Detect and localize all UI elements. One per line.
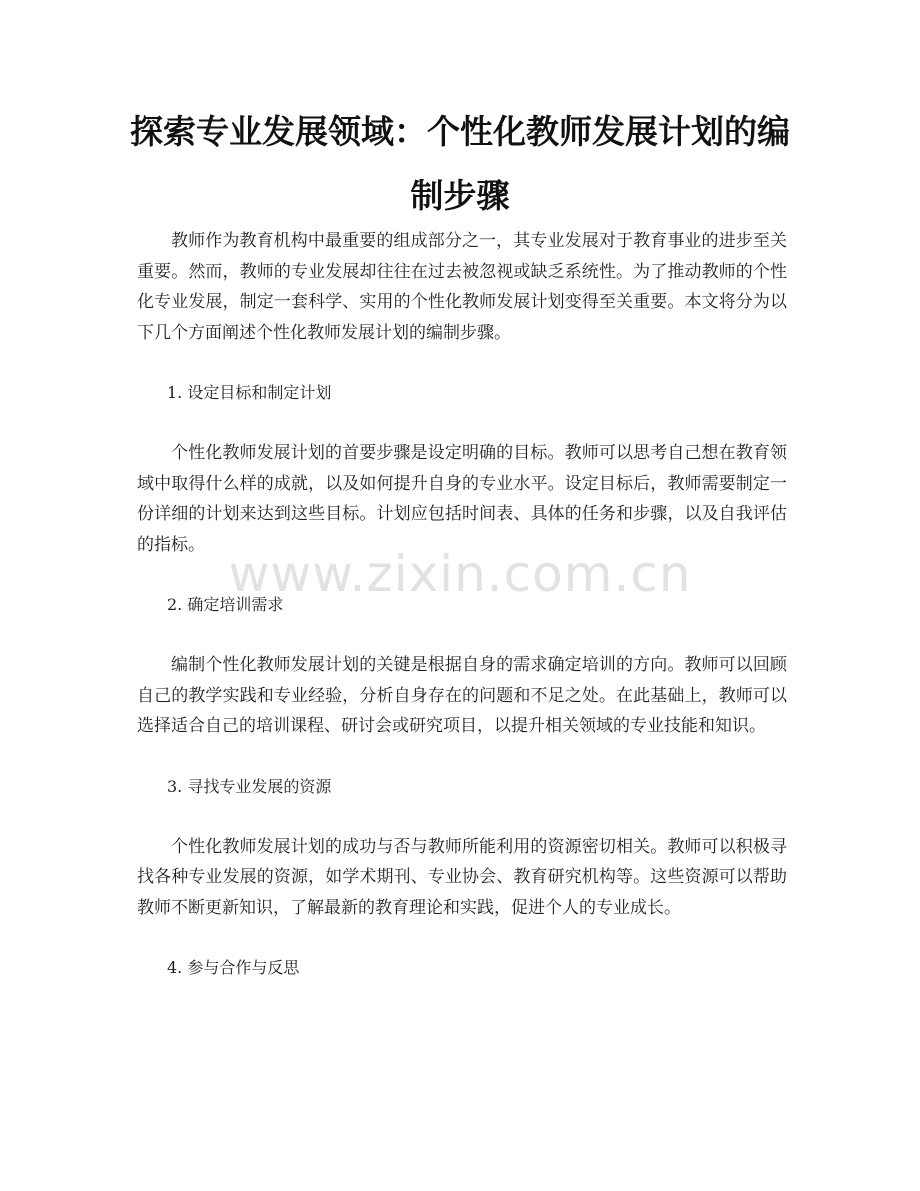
section-heading-1: 1. 设定目标和制定计划	[167, 383, 332, 402]
section-paragraph-1: 个性化教师发展计划的首要步骤是设定明确的目标。教师可以思考自己想在教育领域中取得什么样的成就，以及如何提升自身的专业水平。设定目标后，教师需要制定一份详细的计划来达到这些目标。计划应包括时间表、具体的任务和步骤，以及自我评估的指标。	[137, 443, 787, 555]
document-body	[137, 226, 787, 1013]
watermark: www.zixin.com.cn	[228, 545, 692, 603]
section-heading-3: 3. 寻找专业发展的资源	[167, 776, 332, 796]
section-heading-4: 4. 参与合作与反思	[167, 958, 300, 977]
section-paragraph-2: 编制个性化教师发展计划的关键是根据自身的需求确定培训的方向。教师可以回顾自己的教学实践和专业经验，分析自身存在的问题和不足之处。在此基础上，教师可以选择适合自己的培训课程、研讨会或研究项目，以提升相关领域的专业技能和知识。	[137, 655, 787, 736]
section-paragraph-3: 个性化教师发展计划的成功与否与教师所能利用的资源密切相关。教师可以积极寻找各种专业发展的资源，如学术期刊、专业协会、教育研究机构等。这些资源可以帮助教师不断更新知识，了解最新的教育理论和实践，促进个人的专业成长。	[137, 836, 787, 918]
document-title: 探索专业发展领域：个性化教师发展计划的编制步骤	[130, 112, 790, 215]
section-heading-2: 2. 确定培训需求	[167, 595, 284, 614]
intro-paragraph: 教师作为教育机构中最重要的组成部分之一，其专业发展对于教育事业的进步至关重要。然而，教师的专业发展却往往在过去被忽视或缺乏系统性。为了推动教师的个性化专业发展，制定一套科学、实用的个性化教师发展计划变得至关重要。本文将分为以下几个方面阐述个性化教师发展计划的编制步骤。	[137, 231, 787, 343]
